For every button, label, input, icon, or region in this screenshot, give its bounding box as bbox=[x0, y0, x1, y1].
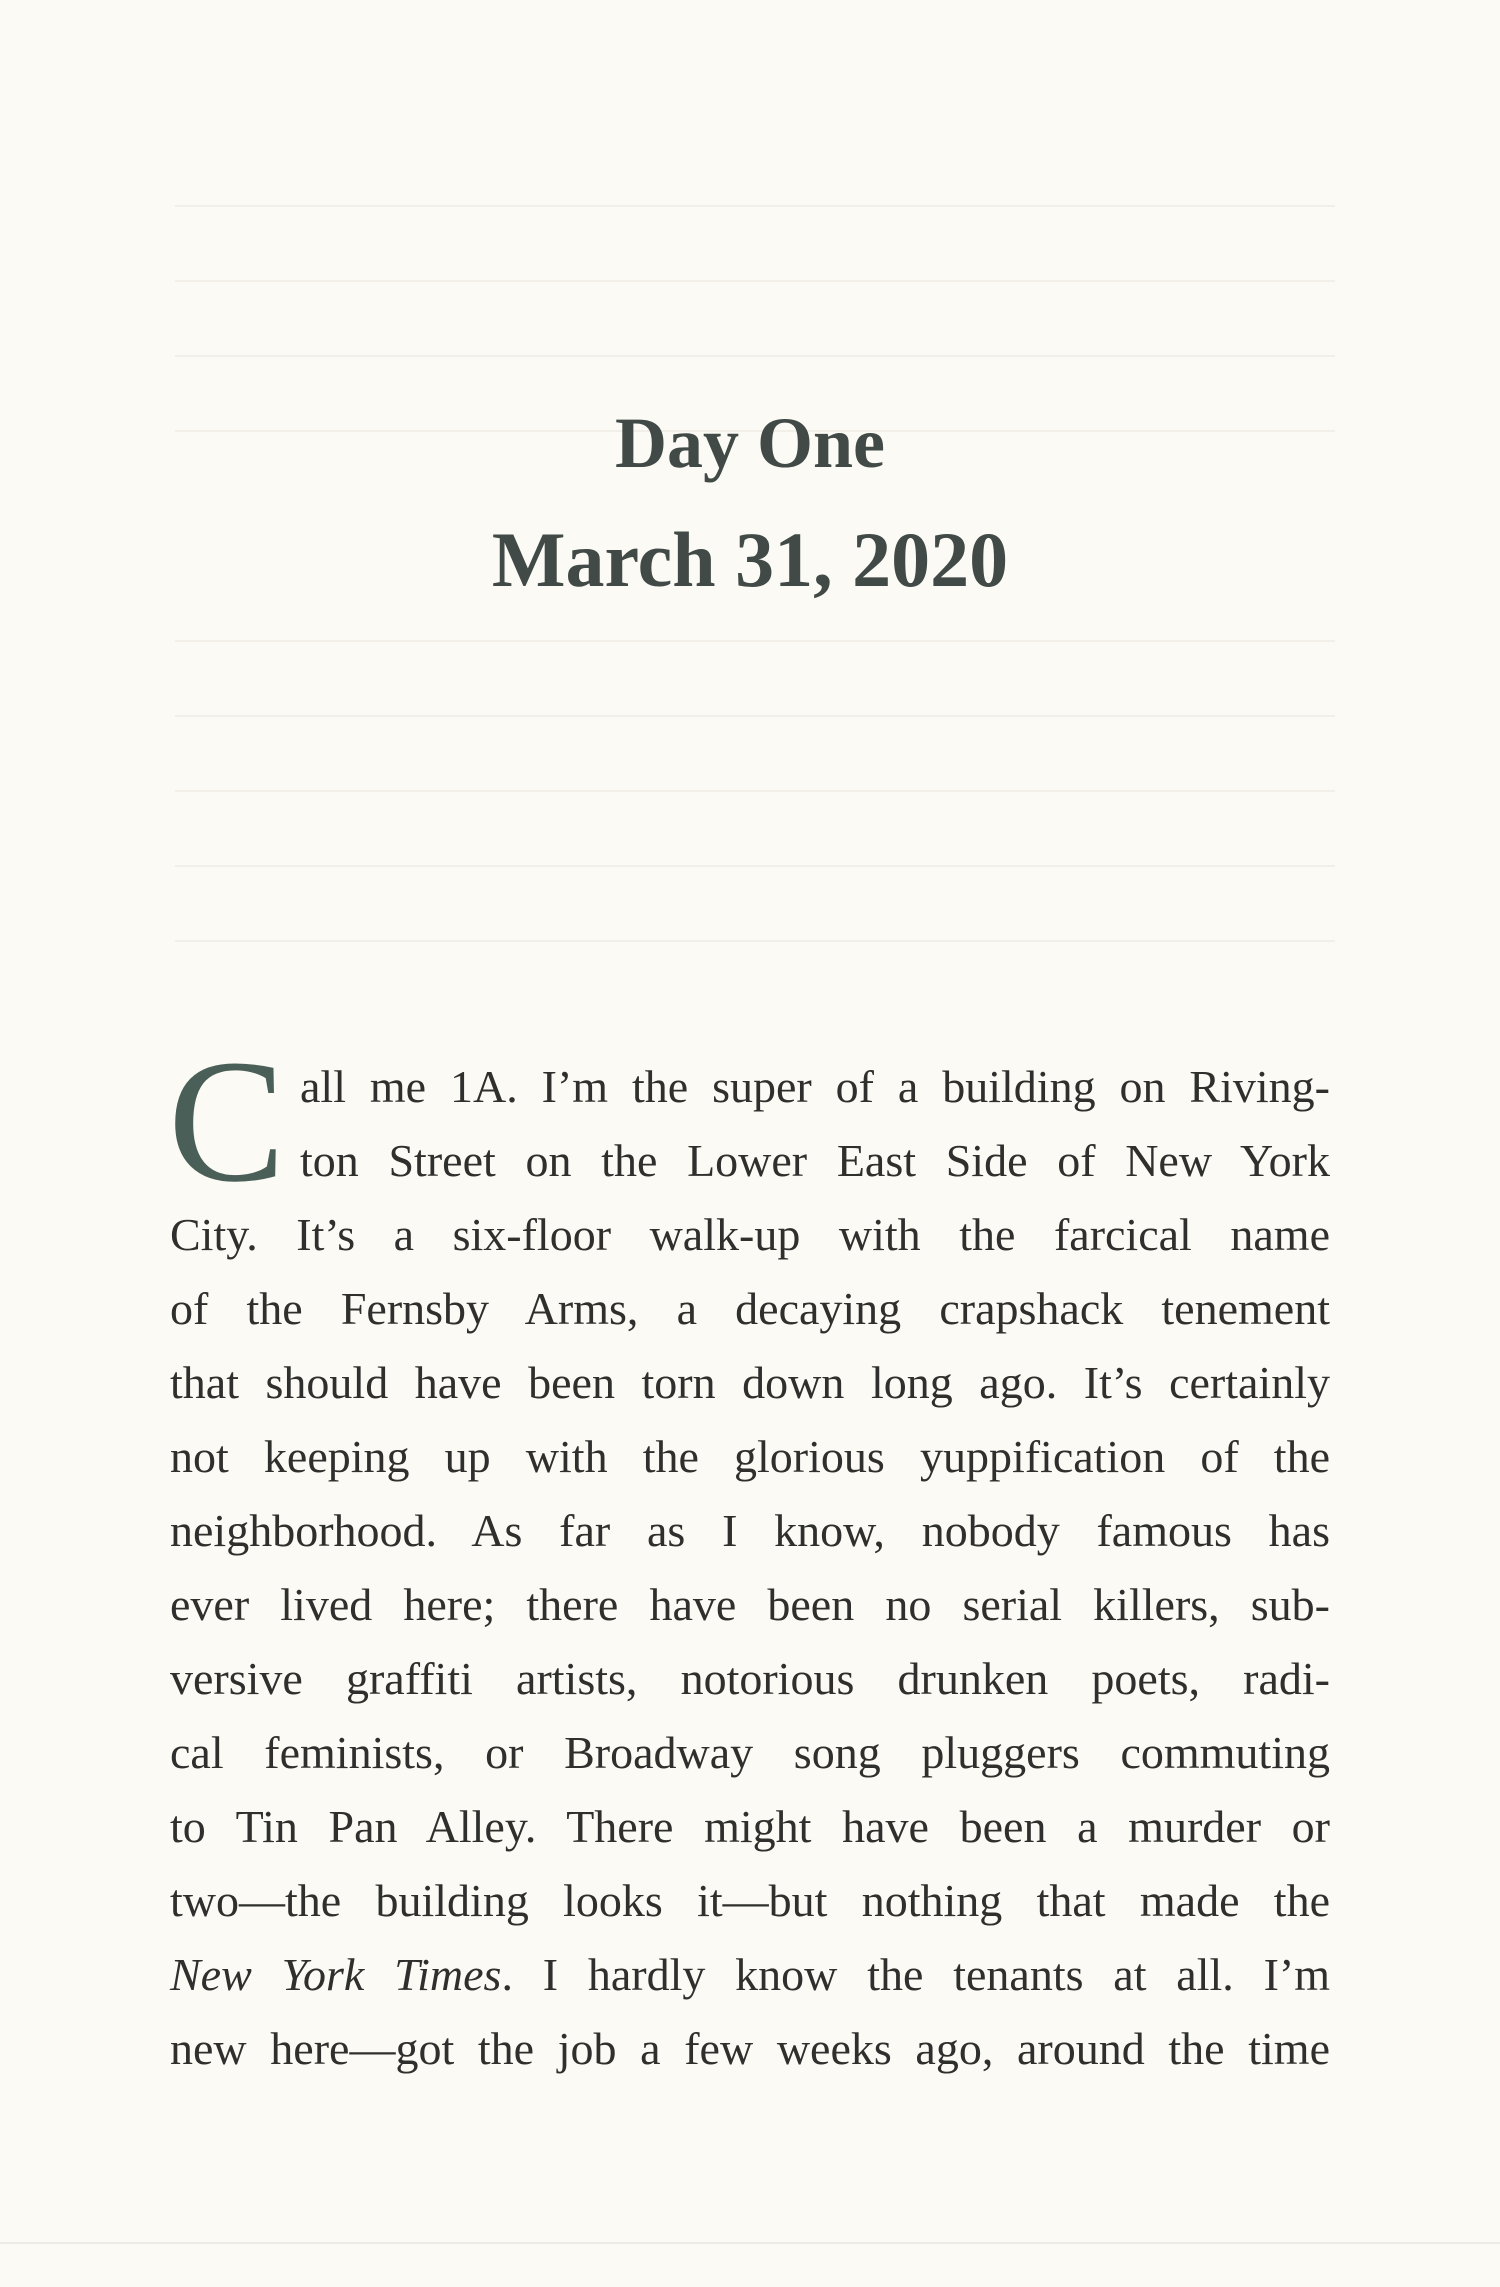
chapter-date: March 31, 2020 bbox=[491, 516, 1009, 603]
text-line-rest: . I hardly know the tenants at all. I’m bbox=[501, 1949, 1331, 2000]
show-through-line bbox=[175, 355, 1335, 357]
show-through-line bbox=[175, 205, 1335, 207]
italic-title: New York Times bbox=[170, 1949, 502, 2000]
text-line: neighborhood. As far as I know, nobody famous has bbox=[170, 1505, 1330, 1556]
text-line: ever lived here; there have been no serial killers, sub- bbox=[170, 1579, 1330, 1630]
text-line: ton Street on the Lower East Side of New York bbox=[300, 1135, 1330, 1186]
text-line: City. It’s a six-floor walk-up with the farcical name bbox=[170, 1209, 1330, 1260]
text-line: new here—got the job a few weeks ago, around the time bbox=[170, 2023, 1330, 2074]
chapter-label: Day One bbox=[615, 403, 885, 483]
show-through-line bbox=[175, 640, 1335, 642]
show-through-line bbox=[175, 715, 1335, 717]
text-line: two—the building looks it—but nothing that made the bbox=[170, 1875, 1330, 1926]
show-through-line bbox=[175, 280, 1335, 282]
text-line: not keeping up with the glorious yuppification of the bbox=[170, 1431, 1330, 1482]
text-line: cal feminists, or Broadway song pluggers commuting bbox=[170, 1727, 1330, 1778]
body-text bbox=[168, 1024, 1331, 2086]
drop-cap: C bbox=[168, 1024, 286, 1219]
show-through-line bbox=[175, 865, 1335, 867]
text-line: all me 1A. I’m the super of a building on Riving- bbox=[300, 1061, 1330, 1112]
text-line: that should have been torn down long ago. It’s certainly bbox=[170, 1357, 1330, 1408]
text-line: versive graffiti artists, notorious drunken poets, radi- bbox=[170, 1653, 1330, 1704]
page-edge bbox=[0, 2242, 1500, 2244]
text-line: to Tin Pan Alley. There might have been a murder or bbox=[170, 1801, 1330, 1852]
show-through-line bbox=[175, 940, 1335, 942]
text-line bbox=[170, 1938, 1330, 2012]
text-line: of the Fernsby Arms, a decaying crapshack tenement bbox=[170, 1283, 1330, 1334]
show-through-line bbox=[175, 790, 1335, 792]
